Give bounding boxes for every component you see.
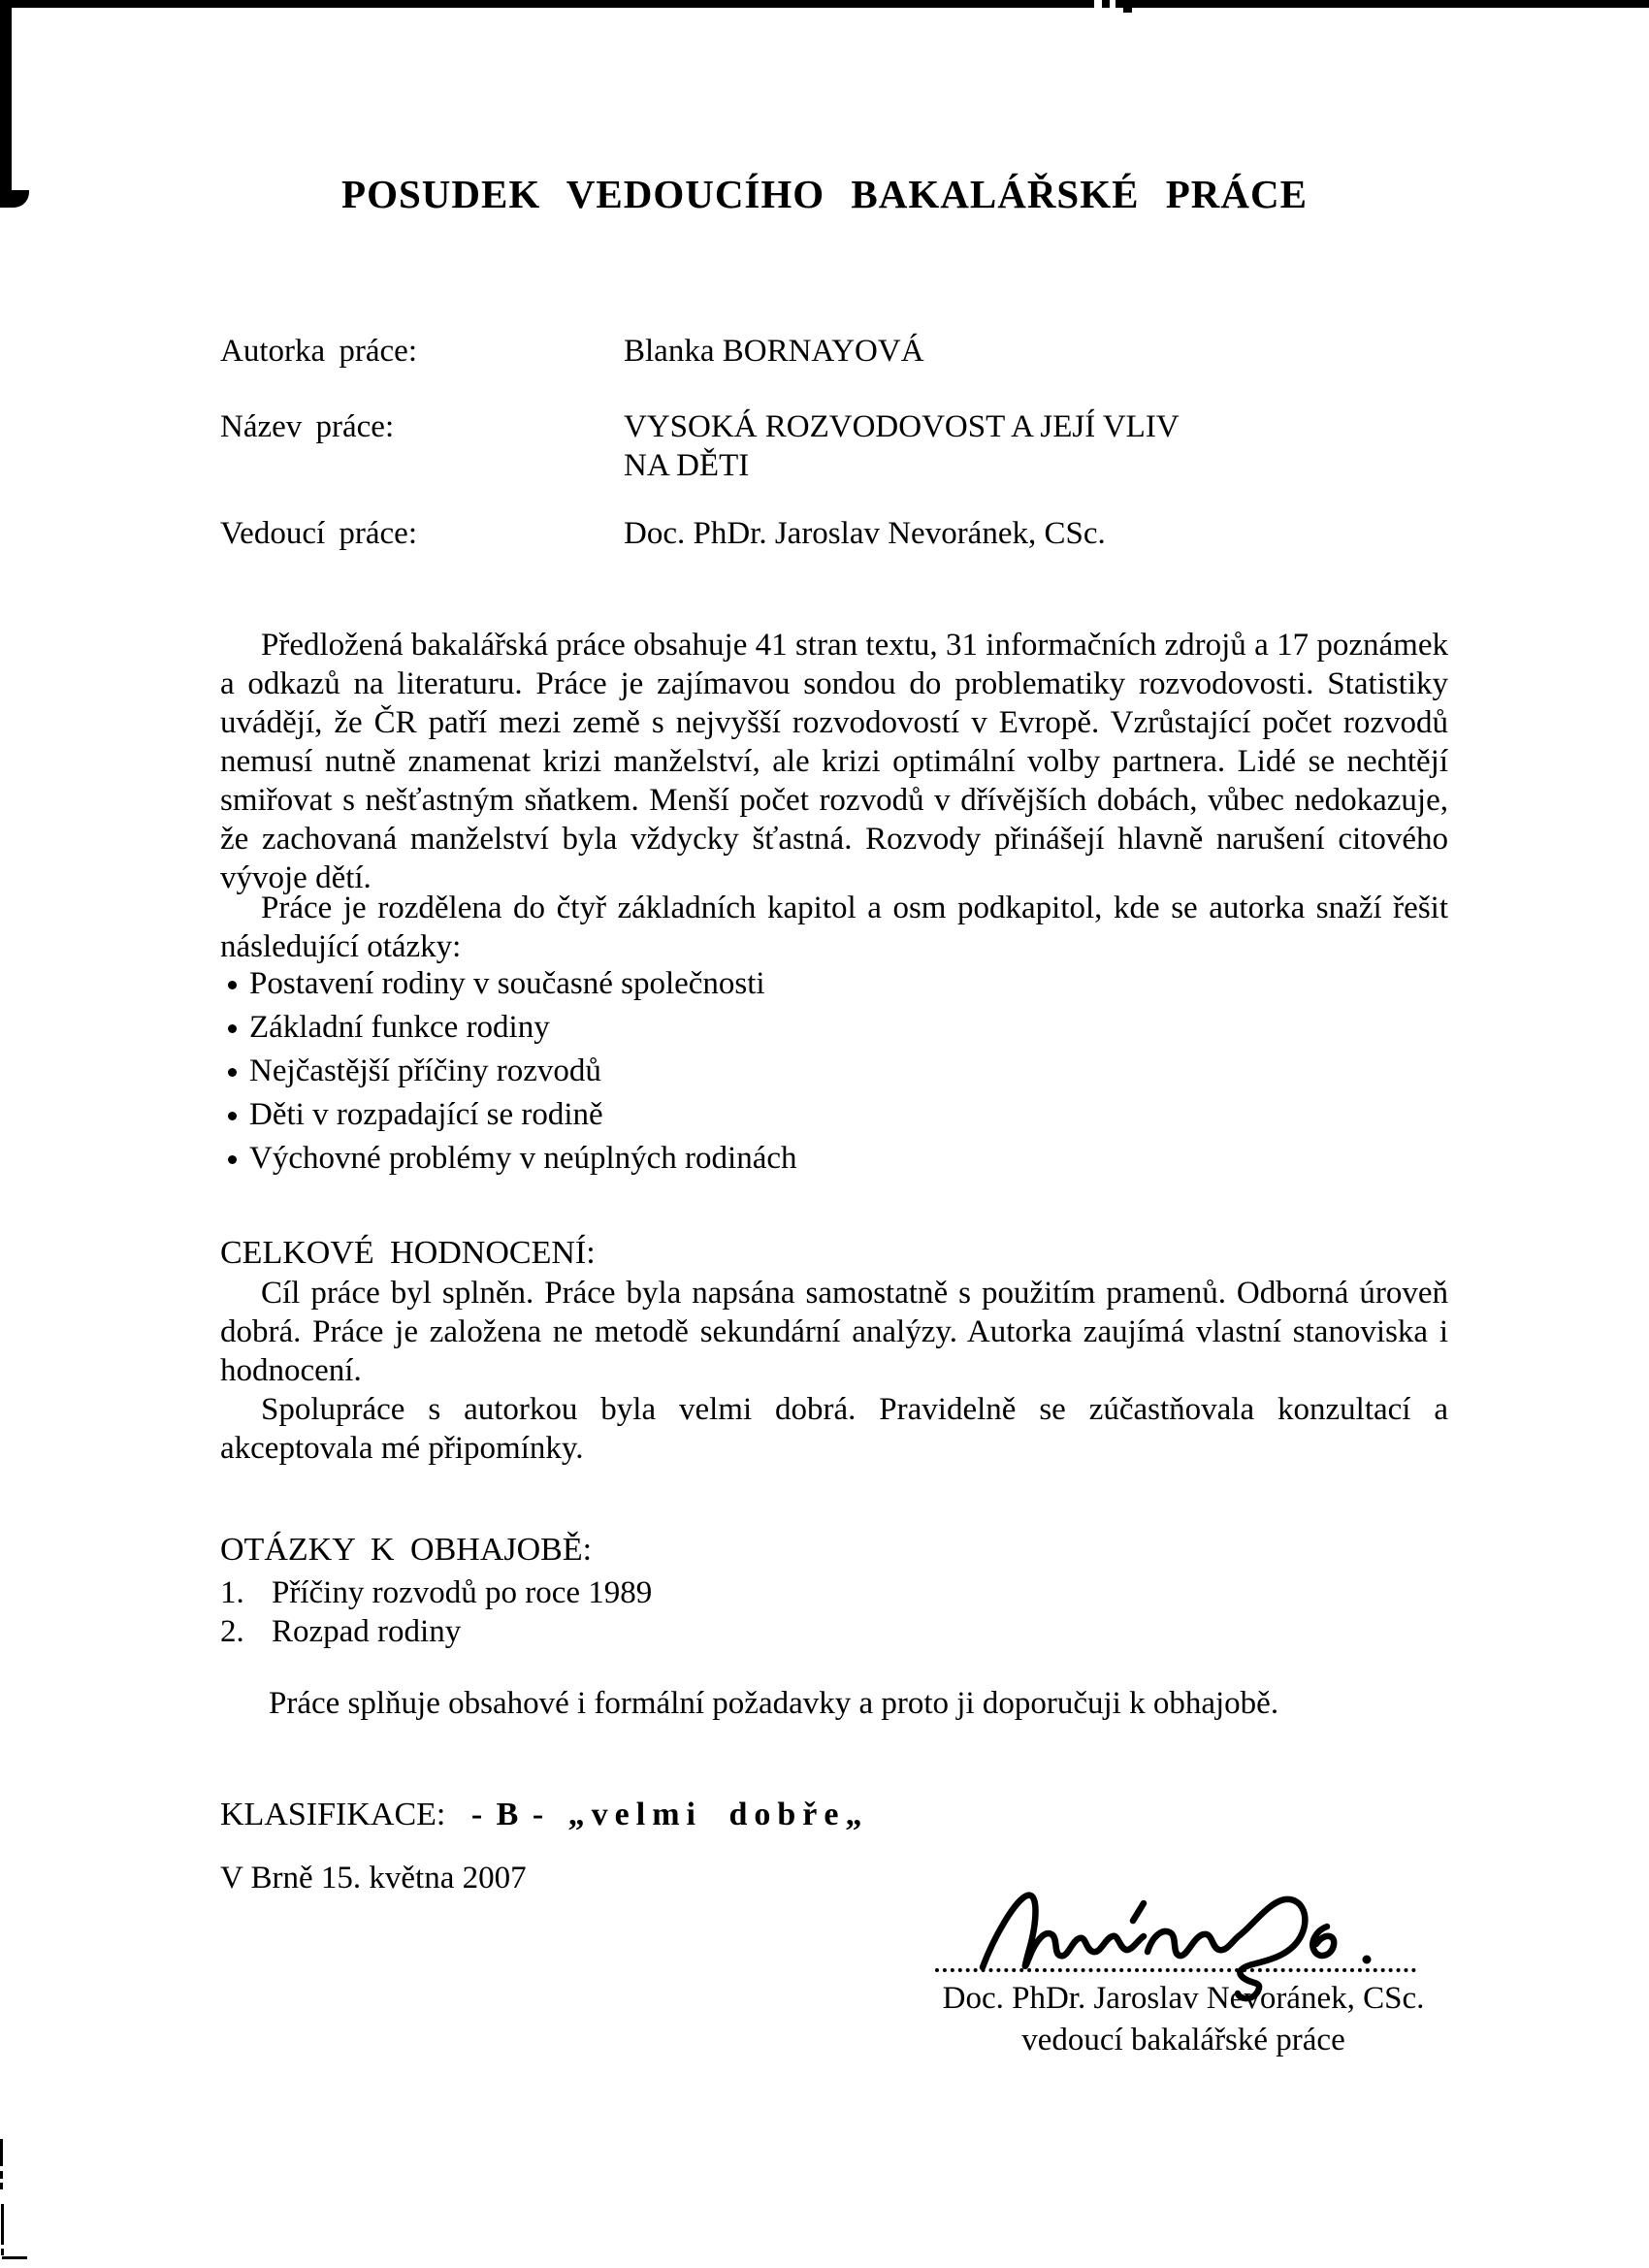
classification-grade: - B - <box>470 1797 547 1832</box>
list-item-label: Děti v rozpadající se rodině <box>249 1097 603 1132</box>
list-item-label: Postavení rodiny v současné společnosti <box>249 966 765 1001</box>
bullet-icon <box>228 1112 237 1120</box>
scan-artifact-bottom-left <box>0 2183 3 2189</box>
bullet-icon <box>228 1068 237 1077</box>
signature-role: vedoucí bakalářské práce <box>1021 2023 1345 2057</box>
bullet-icon <box>228 1024 237 1033</box>
supervisor-label: Vedoucí práce: <box>220 516 417 551</box>
bullet-icon <box>228 1155 237 1164</box>
scan-artifact-bottom-left <box>0 2171 3 2179</box>
meta-row-author <box>220 332 1452 371</box>
meta-row-thesis-title <box>220 407 1452 485</box>
scan-artifact-left-bar <box>0 0 12 198</box>
question-number: 2. <box>220 1614 244 1649</box>
question-text: Rozpad rodiny <box>272 1614 462 1649</box>
scan-artifact-bottom-left <box>1 2204 4 2245</box>
classification-line <box>220 1795 1448 1835</box>
scan-artifact-bottom-left <box>1 2249 4 2255</box>
evaluation-heading: CELKOVÉ HODNOCENÍ: <box>220 1235 596 1271</box>
list-item <box>220 966 1448 1010</box>
page-title: POSUDEK VEDOUCÍHO BAKALÁŘSKÉ PRÁCE <box>341 172 1308 216</box>
thesis-topics-list <box>220 966 1448 1184</box>
supervisor-value: Doc. PhDr. Jaroslav Nevoránek, CSc. <box>624 516 1106 551</box>
evaluation-paragraph-2: Spolupráce s autorkou byla velmi dobrá. Pravidelně se zúčastňovala konzultací a akceptovala mé připomínky. <box>220 1392 1448 1466</box>
question-item <box>220 1612 1448 1651</box>
classification-grade-text: „velmi dobře„ <box>567 1797 869 1832</box>
list-item <box>220 1097 1448 1141</box>
scan-artifact-top-bar <box>0 0 1649 8</box>
list-item <box>220 1053 1448 1097</box>
scan-artifact-top-bar-notch <box>1110 0 1116 8</box>
author-value: Blanka BORNAYOVÁ <box>624 334 924 369</box>
list-item <box>220 1010 1448 1053</box>
scan-artifact-top-bar-notch <box>1094 0 1102 8</box>
scan-artifact-top-bar-tick <box>1123 7 1132 13</box>
thesis-title-value <box>624 407 1180 485</box>
bullet-icon <box>228 981 237 989</box>
scan-artifact-bottom-left <box>0 2139 3 2166</box>
scan-artifact-bottom-left <box>2 2256 27 2259</box>
question-text: Příčiny rozvodů po roce 1989 <box>272 1575 653 1610</box>
signature-name: Doc. PhDr. Jaroslav Nevoránek, CSc. <box>942 1981 1425 2016</box>
thesis-title-line1: VYSOKÁ ROZVODOVOST A JEJÍ VLIV <box>624 409 1180 444</box>
list-item <box>220 1141 1448 1184</box>
classification-label: KLASIFIKACE: <box>220 1797 446 1832</box>
thesis-title-label: Název práce: <box>220 409 395 444</box>
body-paragraph-1: Předložená bakalářská práce obsahuje 41 stran textu, 31 informačních zdrojů a 17 poznámek a odkazů na literaturu. Práce je zajímavou sondou do problematiky rozvodovosti. Statistiky uvádějí, že ČR patří mezi země s nejvyšší rozvodovostí v Evropě. Vzrůstající počet rozvodů nemusí nutně znamenat krizi manželství, ale krizi optimální volby partnera. Lidé se nechtějí smiřovat s nešťastným sňatkem. Menší počet rozvodů v dřívějších dobách, vůbec nedokazuje, že zachovaná manželství byla vždycky šťastná. Rozvody přinášejí hlavně narušení citového vývoje dětí. <box>220 628 1448 895</box>
list-item-label: Nejčastější příčiny rozvodů <box>249 1053 601 1088</box>
recommendation-sentence: Práce splňuje obsahové i formální požadavky a proto ji doporučuji k obhajobě. <box>269 1686 1279 1721</box>
meta-row-supervisor <box>220 514 1452 553</box>
evaluation-paragraph-1: Cíl práce byl splněn. Práce byla napsána samostatně s použitím pramenů. Odborná úroveň dobrá. Práce je založena ne metodě sekundární analýzy. Autorka zaujímá vlastní stanoviska i hodnocení. <box>220 1276 1448 1388</box>
author-label: Autorka práce: <box>220 334 417 369</box>
question-number: 1. <box>220 1575 244 1610</box>
list-item-label: Výchovné problémy v neúplných rodinách <box>249 1141 797 1176</box>
questions-heading: OTÁZKY K OBHAJOBĚ: <box>220 1532 593 1568</box>
list-item-label: Základní funkce rodiny <box>249 1010 550 1045</box>
question-item <box>220 1573 1448 1612</box>
date-place: V Brně 15. května 2007 <box>220 1861 527 1895</box>
body-paragraph-2: Práce je rozdělena do čtyř základních kapitol a osm podkapitol, kde se autorka snaží řešit následující otázky: <box>220 891 1448 964</box>
thesis-title-line2: NA DĚTI <box>624 448 750 483</box>
